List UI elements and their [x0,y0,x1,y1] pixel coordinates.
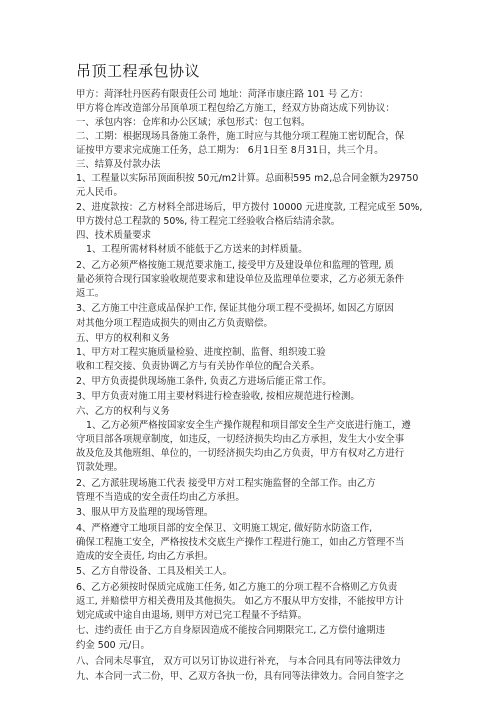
clause-line: 6、乙方必须按时保质完成施工任务, 如乙方施工的分项工程不合格则乙方负责 [76,582,398,593]
clause-line: 管理不当造成的安全责任均由乙方承担。 [76,492,245,503]
clause-line: 确保工程施工安全，严格按技术交底生产操作工程进行施工，如由乙方管理不当 [76,537,405,548]
clause-line: 3、甲方负责对施工用主要材料进行检查验收, 按相应规范进行检测。 [76,391,360,402]
section-heading: 五、甲方的权利和义务 [76,333,170,344]
clause-line: 量必须符合现行国家验收规范要求和建设单位及监理单位要求，乙方必须无条件 [76,274,405,285]
clause-line: 3、服从甲方及监理的现场管理。 [76,507,214,518]
clause-line: 元人民币。 [76,187,123,198]
clause-line: 证按甲方要求完成施工任务，总工期为： 6月1日至 8月31日，共三个月。 [76,145,384,156]
clause-line: 划完成或中途自由退场, 则甲方对已完工程量不予结算。 [76,610,307,621]
clause-line: 2、甲方负责提供现场施工条件, 负责乙方进场后能正常工作。 [76,376,332,387]
clause-line: 造成的安全责任, 均由乙方承担。 [76,551,214,562]
clause-line: 2、乙方派驻现场施工代表 接受甲方对工程实施监督的全部工作。由乙方 [76,478,376,489]
party-line: 甲方：菏泽牡丹医药有限责任公司 地址：菏泽市康庄路 101 号 乙方： [76,89,369,100]
clause-line: 4、严格遵守工地项目部的安全保卫、文明施工规定, 做好防水防盗工作, [76,523,373,534]
clause-line: 1、甲方对工程实施质量检验、进度控制、监督、组织竣工验 [76,347,326,358]
clause-line: 3、乙方施工中注意成品保护工作, 保证其他分项工程不受损坏, 如因乙方原因 [76,303,394,314]
clause-line: 1、乙方必须严格按国家安全生产操作规程和项目部安全生产交底进行施工，遵 [86,420,411,431]
clause-line: 九、本合同一式二份，甲、乙双方各执一份，具有同等法律效力。合同自签字之 [76,671,405,682]
clause-line: 1、工程量以实际吊顶面积按 50元/m2计算。总面积595 m2,总合同金额为29750 [76,173,419,184]
clause-line: 收和工程交接、负责协调乙方与有关协作单位的配合关系。 [76,361,320,372]
section-heading: 六、乙方的权利与义务 [76,406,170,417]
clause-line: 守项目部各项规章制度，如违反，一切经济损失均由乙方承担，发生大小安全事 [76,434,405,445]
clause-line: 1、工程所需材料材质不能低于乙方送来的封样质量。 [86,244,308,255]
clause-line: 八、合同未尽事宜， 双方可以另订协议进行补充， 与本合同具有同等法律效力 [76,656,401,667]
clause-line: 甲方拨付总工程款的 50%, 待工程完工经验收合格后结清余款。 [76,216,341,227]
intro-line: 甲方将仓库改造部分吊顶单项工程包给乙方施工，经双方协商达成下列协议： [76,103,395,114]
clause-line: 故及危及其他班组、单位的，一切经济损失均由乙方负责，甲方有权对乙方进行 [76,448,405,459]
clause-line: 返工, 并赔偿甲方相关费用及其他损失。 如乙方不服从甲方安排，不能按甲方计 [76,596,404,607]
clause-line: 5、乙方自带设备、工具及相关工人。 [76,566,232,577]
section-heading: 三、结算及付款办法 [76,159,161,170]
clause-line: 罚款处理。 [76,462,123,473]
clause-line: 2、进度款按：乙方材料全部进场后，甲方拨付 10000 元进度款, 工程完成至 50%, [76,202,423,213]
clause-line: 2、乙方必须严格按施工规范要求施工, 接受甲方及建设单位和监理的管理, 质 [76,260,394,271]
section-heading: 四、技术质量要求 [76,230,152,241]
clause-line: 约金 500 元/日。 [76,640,150,651]
clause-line: 对其他分项工程造成损失的则由乙方负责赔偿。 [76,318,273,329]
clause-line: 二、工期：根据现场具备施工条件，施工时应与其他分项工程施工密切配合，保 [76,131,405,142]
clause-line: 一、承包内容：仓库和办公区域；承包形式：包工包料。 [76,117,311,128]
document-title: 吊顶工程承包协议 [76,62,201,80]
clause-line: 返工。 [76,288,105,299]
clause-line: 七、违约责任 由于乙方自身原因造成不能按合同期限完工, 乙方偿付逾期违 [76,625,385,636]
